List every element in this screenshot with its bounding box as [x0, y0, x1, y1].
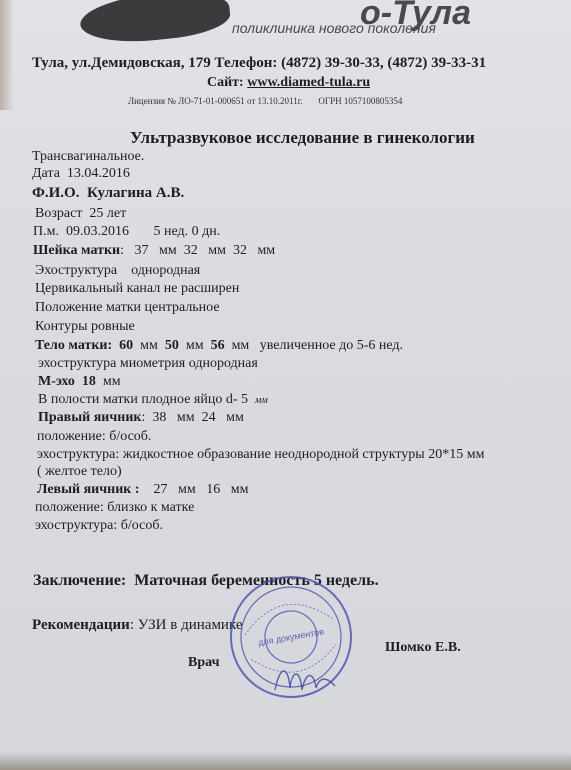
m-echo-value: 18 [81, 374, 96, 389]
age-label: Возраст [35, 206, 83, 221]
left-ovary-value-1: 27 [153, 482, 168, 497]
m-echo-label: М-эхо [38, 374, 75, 389]
recommendations-value: : УЗИ в динамике [129, 617, 243, 633]
right-ovary-label: Правый яичник [38, 410, 142, 425]
cavity-text: В полости матки плодное яйцо d- 5 [38, 392, 248, 407]
site-label: Сайт: [207, 75, 244, 90]
conclusion-label: Заключение: [33, 572, 127, 589]
unit: мм [159, 243, 177, 258]
cervix-value-1: 37 [134, 243, 149, 258]
left-ovary-label: Левый яичник : [37, 482, 140, 497]
cervix-label: Шейка матки [33, 243, 121, 258]
conclusion-value: Маточная беременность 5 недель. [134, 572, 379, 589]
patient-name [32, 185, 184, 202]
license-text: Лицензия № ЛО-71-01-000651 от 13.10.2011г. [128, 96, 303, 106]
clinic-site [207, 75, 370, 91]
m-echo-row [38, 374, 121, 390]
cervix-value-2: 32 [183, 243, 198, 258]
date-label: Дата [32, 166, 60, 181]
myometrium: эхоструктура миометрия однородная [38, 356, 258, 371]
name-value: Кулагина А.В. [86, 185, 185, 201]
stamp-text: для документов [257, 626, 325, 648]
lmp-term: 5 нед. 0 дн. [153, 224, 221, 239]
uterus-body-value-3: 56 [210, 338, 225, 353]
unit: мм [102, 374, 121, 389]
lmp-value: 09.03.2016 [65, 224, 129, 239]
logo-brand: о-Тула [360, 0, 471, 32]
doctor-name: Шомко Е.В. [385, 640, 461, 655]
uterus-body-label: Тело матки: [35, 338, 113, 353]
unit: мм [140, 338, 158, 353]
unit: мм [178, 482, 196, 497]
recommendations [32, 617, 243, 634]
left-ovary-position: положение: близко к матке [35, 500, 195, 515]
uterus-position: Положение матки центральное [35, 300, 220, 315]
right-ovary-position: положение: б/особ. [37, 429, 152, 444]
report-title: Ультразвуковое исследование в гинекологии [130, 128, 475, 147]
clinic-address: Тула, ул.Демидовская, 179 Телефон: (4872) 39-30-33, (4872) 39-33-31 [32, 55, 487, 71]
name-label: Ф.И.О. [32, 185, 80, 201]
last-menstruation [33, 224, 220, 240]
right-ovary-echostructure: эхоструктура: жидкостное образование неоднородной структуры 20*15 мм [37, 447, 485, 462]
unit: мм [176, 410, 195, 425]
handwritten-unit: мм [255, 395, 268, 406]
recommendations-label: Рекомендации [32, 617, 130, 633]
page-shadow [0, 0, 14, 110]
cervix-value-3: 32 [232, 243, 247, 258]
uterus-body-value-1: 60 [119, 338, 134, 353]
site-link[interactable]: www.diamed-tula.ru [247, 75, 371, 90]
uterus-body-value-2: 50 [164, 338, 179, 353]
patient-age [35, 206, 126, 222]
license-line [128, 96, 402, 106]
unit: мм [230, 482, 249, 497]
echostructure-value: однородная [131, 263, 201, 278]
lmp-label: П.м. [33, 224, 59, 239]
exam-date [32, 166, 130, 182]
left-ovary-echostructure: эхоструктура: б/особ. [35, 518, 163, 533]
cervical-canal: Цервикальный канал не расширен [35, 281, 240, 296]
left-ovary-row [37, 482, 248, 498]
doctor-label: Врач [188, 655, 220, 670]
right-ovary-value-2: 24 [201, 410, 216, 425]
right-ovary-row: Правый яичник: 38 мм 24 мм [38, 410, 244, 425]
uterus-body-note: увеличенное до 5-6 нед. [259, 338, 404, 353]
cervix-echostructure [35, 263, 200, 279]
uterus-contours: Контуры ровные [35, 319, 135, 334]
logo-tagline: поликлиника нового поколения [232, 20, 436, 36]
cervix-row: Шейка матки: 37 мм 32 мм 32 мм [33, 243, 276, 258]
exam-method: Трансвагинальное. [32, 149, 145, 164]
uterine-cavity [38, 392, 268, 408]
unit: мм [185, 338, 204, 353]
doctor-signature [270, 660, 340, 700]
unit: мм [257, 243, 276, 258]
unit: мм [226, 410, 244, 425]
ogrn-text: ОГРН 1057100805354 [318, 96, 403, 106]
date-value: 13.04.2016 [66, 166, 130, 181]
age-value: 25 лет [89, 206, 127, 221]
echostructure-label: Эхоструктура [35, 263, 118, 278]
left-ovary-value-2: 16 [206, 482, 221, 497]
page-bottom-shadow [0, 752, 571, 770]
uterus-body-row [35, 338, 403, 354]
right-ovary-note: ( желтое тело) [37, 464, 122, 479]
right-ovary-value-1: 38 [152, 410, 167, 425]
unit: мм [208, 243, 226, 258]
logo-graphic [78, 0, 232, 48]
unit: мм [231, 338, 250, 353]
